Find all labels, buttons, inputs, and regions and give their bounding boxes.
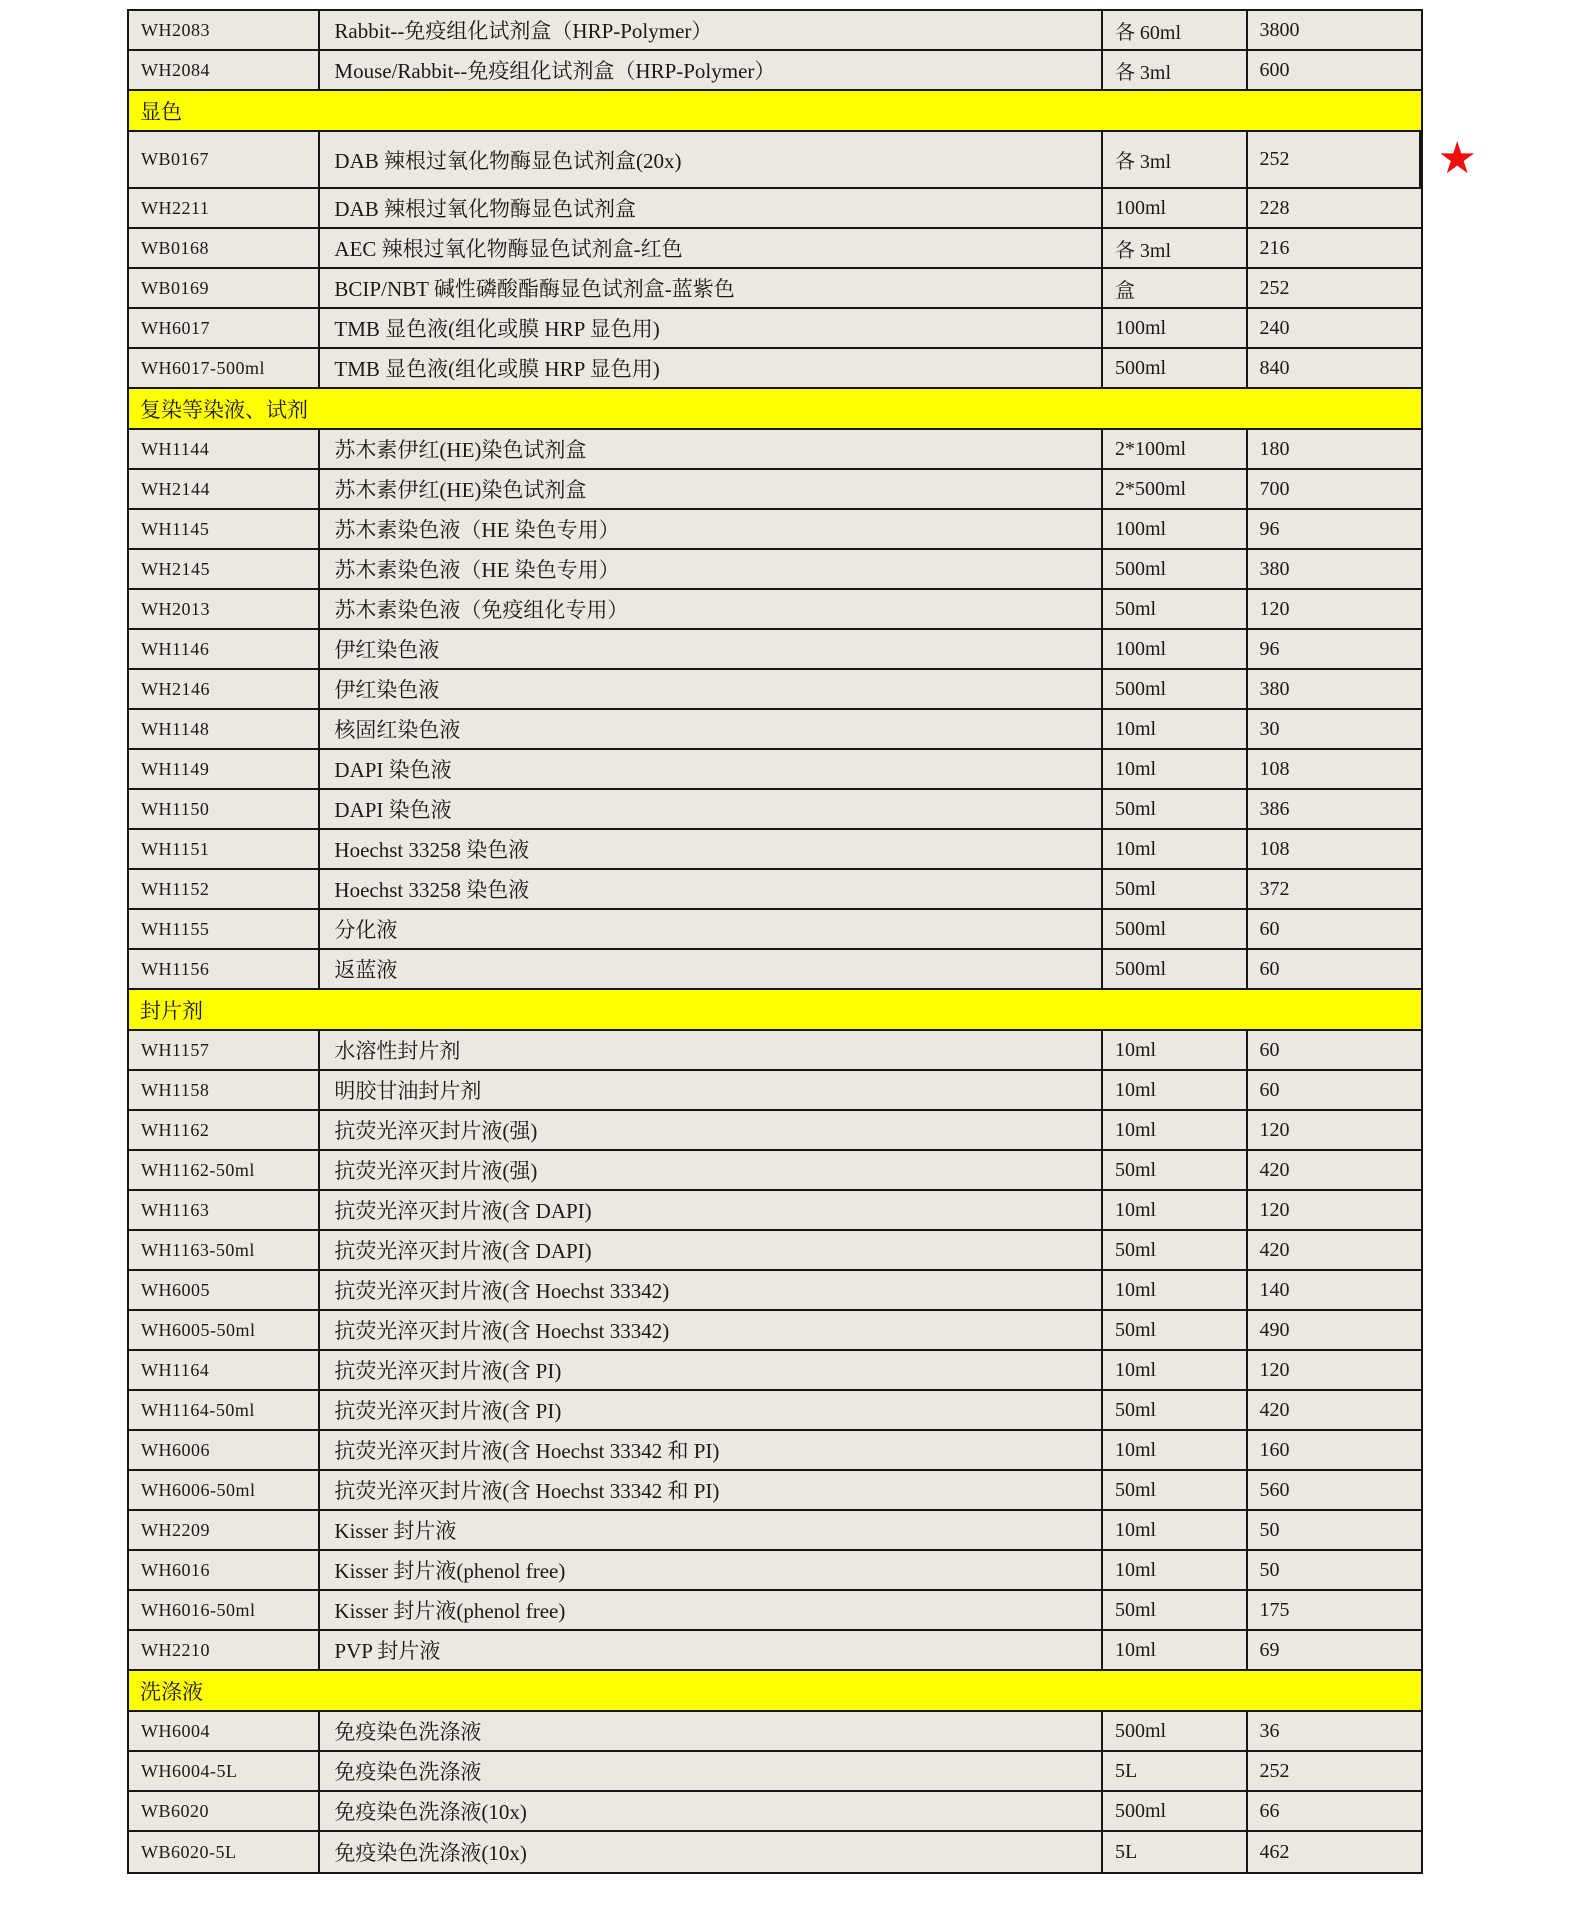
product-name-cell: Hoechst 33258 染色液: [320, 830, 1103, 868]
product-size-cell: 10ml: [1103, 1631, 1248, 1669]
table-row: [129, 1351, 1421, 1391]
red-star-icon: ★: [1437, 133, 1477, 183]
table-row: [129, 1311, 1421, 1351]
product-name-cell: 抗荧光淬灭封片液(含 PI): [320, 1351, 1103, 1389]
product-price-cell: 60: [1259, 917, 1280, 940]
product-code-cell: WH1155: [129, 910, 320, 948]
product-size-cell: 10ml: [1103, 750, 1248, 788]
table-row: [129, 1031, 1421, 1071]
product-price-cell: 60: [1259, 1078, 1280, 1101]
table-row: [129, 1271, 1421, 1311]
product-price-cell: 252: [1248, 132, 1421, 187]
product-code-cell: WH1156: [129, 950, 320, 988]
product-code-cell: WH2013: [129, 590, 320, 628]
table-row: [129, 1631, 1421, 1671]
table-row: [129, 309, 1421, 349]
product-size-cell: 各 3ml: [1103, 51, 1248, 89]
product-size-cell: 500ml: [1103, 670, 1248, 708]
product-code-cell: WH1152: [129, 870, 320, 908]
product-name-cell: Kisser 封片液(phenol free): [320, 1551, 1103, 1589]
product-price-cell: 160: [1259, 1438, 1290, 1461]
section-row: [129, 990, 1421, 1031]
product-code-cell: WH1163: [129, 1191, 320, 1229]
table-row: [129, 790, 1421, 830]
product-size-cell: 10ml: [1103, 1551, 1248, 1589]
product-name-cell: 明胶甘油封片剂: [320, 1071, 1103, 1109]
table-row: [129, 1431, 1421, 1471]
product-code-cell: WH6004: [129, 1712, 320, 1750]
table-row: [129, 1391, 1421, 1431]
product-size-cell: 2*100ml: [1103, 430, 1248, 468]
product-price-cell: 175: [1259, 1598, 1290, 1621]
product-name-cell: 核固红染色液: [320, 710, 1103, 748]
product-name-cell: 抗荧光淬灭封片液(含 Hoechst 33342): [320, 1271, 1103, 1309]
product-code-cell: WH6016-50ml: [129, 1591, 320, 1629]
product-code-cell: WH1149: [129, 750, 320, 788]
product-code-cell: WH6006: [129, 1431, 320, 1469]
product-price-cell: 372: [1259, 877, 1290, 900]
product-size-cell: 各 3ml: [1103, 132, 1248, 187]
table-row: [129, 590, 1421, 630]
product-name-cell: 免疫染色洗涤液(10x): [320, 1832, 1103, 1872]
product-size-cell: 各 60ml: [1103, 11, 1248, 49]
section-label: 显色: [140, 99, 182, 124]
product-price-cell: 69: [1259, 1638, 1280, 1661]
product-price-cell: 120: [1259, 1118, 1290, 1141]
section-label: 复染等染液、试剂: [140, 397, 308, 422]
product-code-cell: WH2144: [129, 470, 320, 508]
product-code-cell: WH1151: [129, 830, 320, 868]
product-name-cell: 苏木素染色液（免疫组化专用）: [320, 590, 1103, 628]
product-name-cell: BCIP/NBT 碱性磷酸酯酶显色试剂盒-蓝紫色: [320, 269, 1103, 307]
table-row: [129, 1151, 1421, 1191]
product-code-cell: WH2210: [129, 1631, 320, 1669]
table-row: [129, 1191, 1421, 1231]
section-row: [129, 91, 1421, 132]
table-row: [129, 189, 1421, 229]
product-price-cell: 60: [1259, 1038, 1280, 1061]
product-name-cell: 免疫染色洗涤液: [320, 1752, 1103, 1790]
product-size-cell: 50ml: [1103, 590, 1248, 628]
product-code-cell: WH1150: [129, 790, 320, 828]
product-name-cell: DAPI 染色液: [320, 790, 1103, 828]
product-size-cell: 50ml: [1103, 870, 1248, 908]
table-row: [129, 349, 1421, 389]
product-size-cell: 100ml: [1103, 510, 1248, 548]
product-name-cell: 分化液: [320, 910, 1103, 948]
product-size-cell: 10ml: [1103, 1111, 1248, 1149]
product-name-cell: 伊红染色液: [320, 630, 1103, 668]
product-code-cell: WB0169: [129, 269, 320, 307]
product-price-cell: 50: [1259, 1518, 1280, 1541]
product-size-cell: 各 3ml: [1103, 229, 1248, 267]
product-name-cell: Rabbit--免疫组化试剂盒（HRP-Polymer）: [320, 11, 1103, 49]
product-price-cell: 252: [1259, 1759, 1290, 1782]
product-price-cell: 30: [1259, 717, 1280, 740]
table-row: [129, 710, 1421, 750]
product-code-cell: WB6020: [129, 1792, 320, 1830]
product-size-cell: 50ml: [1103, 1151, 1248, 1189]
table-row: [129, 269, 1421, 309]
product-size-cell: 盒: [1103, 269, 1248, 307]
product-size-cell: 10ml: [1103, 1431, 1248, 1469]
product-price-cell: 380: [1259, 557, 1290, 580]
product-code-cell: WH6016: [129, 1551, 320, 1589]
product-name-cell: Mouse/Rabbit--免疫组化试剂盒（HRP-Polymer）: [320, 51, 1103, 89]
table-row: [129, 1591, 1421, 1631]
table-row: [129, 1551, 1421, 1591]
product-size-cell: 100ml: [1103, 189, 1248, 227]
product-size-cell: 500ml: [1103, 1792, 1248, 1830]
product-size-cell: 10ml: [1103, 830, 1248, 868]
table-row: [129, 550, 1421, 590]
product-price-cell: 252: [1259, 276, 1290, 299]
table-row: [129, 950, 1421, 990]
table-row: [129, 830, 1421, 870]
product-size-cell: 500ml: [1103, 550, 1248, 588]
product-code-cell: WB0168: [129, 229, 320, 267]
product-code-cell: WH6017-500ml: [129, 349, 320, 387]
product-size-cell: 10ml: [1103, 1511, 1248, 1549]
product-price-cell: 120: [1259, 1358, 1290, 1381]
product-code-cell: WH2209: [129, 1511, 320, 1549]
product-name-cell: 返蓝液: [320, 950, 1103, 988]
table-row: [129, 670, 1421, 710]
product-size-cell: 10ml: [1103, 1351, 1248, 1389]
product-price-cell: 108: [1259, 837, 1290, 860]
product-name-cell: Kisser 封片液(phenol free): [320, 1591, 1103, 1629]
product-price-cell: 228: [1259, 196, 1290, 219]
product-name-cell: TMB 显色液(组化或膜 HRP 显色用): [320, 349, 1103, 387]
product-name-cell: Hoechst 33258 染色液: [320, 870, 1103, 908]
table-row: [129, 1832, 1421, 1872]
table-row: [129, 430, 1421, 470]
table-row: [129, 229, 1421, 269]
product-code-cell: WH6004-5L: [129, 1752, 320, 1790]
table-row: [129, 510, 1421, 550]
product-code-cell: WH6005-50ml: [129, 1311, 320, 1349]
product-size-cell: 100ml: [1103, 309, 1248, 347]
product-price-cell: 96: [1259, 517, 1280, 540]
product-price-cell: 60: [1259, 957, 1280, 980]
product-code-cell: WH1158: [129, 1071, 320, 1109]
product-price-cell: 420: [1259, 1238, 1290, 1261]
table-row: [129, 1231, 1421, 1271]
product-name-cell: AEC 辣根过氧化物酶显色试剂盒-红色: [320, 229, 1103, 267]
product-code-cell: WH1164: [129, 1351, 320, 1389]
product-code-cell: WH2146: [129, 670, 320, 708]
product-name-cell: DAB 辣根过氧化物酶显色试剂盒: [320, 189, 1103, 227]
product-name-cell: 苏木素染色液（HE 染色专用）: [320, 550, 1103, 588]
product-name-cell: 抗荧光淬灭封片液(强): [320, 1111, 1103, 1149]
product-code-cell: WH1163-50ml: [129, 1231, 320, 1269]
table-row: [129, 630, 1421, 670]
product-price-cell: 120: [1259, 597, 1290, 620]
table-row: [129, 1511, 1421, 1551]
product-name-cell: 抗荧光淬灭封片液(含 Hoechst 33342 和 PI): [320, 1431, 1103, 1469]
table-row: [129, 11, 1421, 51]
product-price-cell: 108: [1259, 757, 1290, 780]
product-code-cell: WH6005: [129, 1271, 320, 1309]
product-size-cell: 500ml: [1103, 910, 1248, 948]
product-price-cell: 600: [1259, 58, 1290, 81]
product-size-cell: 5L: [1103, 1832, 1248, 1872]
product-name-cell: 抗荧光淬灭封片液(含 PI): [320, 1391, 1103, 1429]
product-code-cell: WH1148: [129, 710, 320, 748]
product-price-cell: 462: [1259, 1840, 1290, 1863]
product-size-cell: 50ml: [1103, 790, 1248, 828]
product-price-cell: 420: [1259, 1398, 1290, 1421]
product-size-cell: 10ml: [1103, 1191, 1248, 1229]
product-size-cell: 2*500ml: [1103, 470, 1248, 508]
table-row: [129, 870, 1421, 910]
table-row: [129, 470, 1421, 510]
product-size-cell: 10ml: [1103, 1071, 1248, 1109]
product-code-cell: WH1146: [129, 630, 320, 668]
product-size-cell: 10ml: [1103, 710, 1248, 748]
product-price-cell: 240: [1259, 316, 1290, 339]
product-size-cell: 50ml: [1103, 1471, 1248, 1509]
product-code-cell: WH2145: [129, 550, 320, 588]
product-name-cell: 抗荧光淬灭封片液(含 DAPI): [320, 1191, 1103, 1229]
table-row: [129, 1111, 1421, 1151]
product-size-cell: 10ml: [1103, 1031, 1248, 1069]
product-name-cell: 抗荧光淬灭封片液(强): [320, 1151, 1103, 1189]
product-price-cell: 216: [1259, 236, 1290, 259]
product-name-cell: 伊红染色液: [320, 670, 1103, 708]
table-row: [129, 1071, 1421, 1111]
product-price-cell: 180: [1259, 437, 1290, 460]
product-price-cell: 560: [1259, 1478, 1290, 1501]
product-code-cell: WH1164-50ml: [129, 1391, 320, 1429]
table-row: [129, 1752, 1421, 1792]
product-name-cell: 苏木素伊红(HE)染色试剂盒: [320, 470, 1103, 508]
product-code-cell: WH1157: [129, 1031, 320, 1069]
product-size-cell: 5L: [1103, 1752, 1248, 1790]
product-price-cell: 140: [1259, 1278, 1290, 1301]
table-row: [129, 1471, 1421, 1511]
table-row: [129, 1712, 1421, 1752]
section-row: [129, 1671, 1421, 1712]
product-size-cell: 500ml: [1103, 349, 1248, 387]
product-name-cell: 免疫染色洗涤液: [320, 1712, 1103, 1750]
product-price-cell: 50: [1259, 1558, 1280, 1581]
product-price-cell: 66: [1259, 1799, 1280, 1822]
table-row: [129, 1792, 1421, 1832]
product-price-cell: 120: [1259, 1198, 1290, 1221]
product-name-cell: 苏木素染色液（HE 染色专用）: [320, 510, 1103, 548]
product-price-cell: 96: [1259, 637, 1280, 660]
table-row: [129, 51, 1421, 91]
product-price-cell: 3800: [1259, 18, 1300, 41]
section-row: [129, 389, 1421, 430]
product-size-cell: 100ml: [1103, 630, 1248, 668]
product-price-cell: 36: [1259, 1719, 1280, 1742]
product-code-cell: WH1162: [129, 1111, 320, 1149]
product-name-cell: DAPI 染色液: [320, 750, 1103, 788]
product-name-cell: 抗荧光淬灭封片液(含 DAPI): [320, 1231, 1103, 1269]
table-row: [129, 750, 1421, 790]
product-code-cell: WB6020-5L: [129, 1832, 320, 1872]
product-price-cell: 700: [1259, 477, 1290, 500]
product-size-cell: 500ml: [1103, 950, 1248, 988]
product-name-cell: PVP 封片液: [320, 1631, 1103, 1669]
product-price-cell: 840: [1259, 356, 1290, 379]
product-price-cell: 490: [1259, 1318, 1290, 1341]
product-name-cell: 抗荧光淬灭封片液(含 Hoechst 33342 和 PI): [320, 1471, 1103, 1509]
product-name-cell: 苏木素伊红(HE)染色试剂盒: [320, 430, 1103, 468]
product-price-cell: 386: [1259, 797, 1290, 820]
section-label: 洗涤液: [140, 1679, 203, 1704]
product-name-cell: 水溶性封片剂: [320, 1031, 1103, 1069]
product-code-cell: WH2084: [129, 51, 320, 89]
product-name-cell: 免疫染色洗涤液(10x): [320, 1792, 1103, 1830]
product-size-cell: 10ml: [1103, 1271, 1248, 1309]
product-code-cell: WB0167: [129, 132, 320, 187]
reagent-price-table: [127, 9, 1477, 1874]
product-size-cell: 50ml: [1103, 1311, 1248, 1349]
section-label: 封片剂: [140, 998, 203, 1023]
product-size-cell: 50ml: [1103, 1391, 1248, 1429]
product-name-cell: Kisser 封片液: [320, 1511, 1103, 1549]
product-size-cell: 50ml: [1103, 1591, 1248, 1629]
product-name-cell: 抗荧光淬灭封片液(含 Hoechst 33342): [320, 1311, 1103, 1349]
product-name-cell: TMB 显色液(组化或膜 HRP 显色用): [320, 309, 1103, 347]
product-code-cell: WH2211: [129, 189, 320, 227]
product-size-cell: 50ml: [1103, 1231, 1248, 1269]
product-code-cell: WH6017: [129, 309, 320, 347]
product-code-cell: WH1145: [129, 510, 320, 548]
table-row: [129, 910, 1421, 950]
product-code-cell: WH2083: [129, 11, 320, 49]
product-code-cell: WH1162-50ml: [129, 1151, 320, 1189]
product-code-cell: WH1144: [129, 430, 320, 468]
product-price-cell: 420: [1259, 1158, 1290, 1181]
table-row: [129, 132, 1477, 189]
product-code-cell: WH6006-50ml: [129, 1471, 320, 1509]
product-size-cell: 500ml: [1103, 1712, 1248, 1750]
product-price-cell: 380: [1259, 677, 1290, 700]
product-name-cell: DAB 辣根过氧化物酶显色试剂盒(20x): [320, 132, 1103, 187]
